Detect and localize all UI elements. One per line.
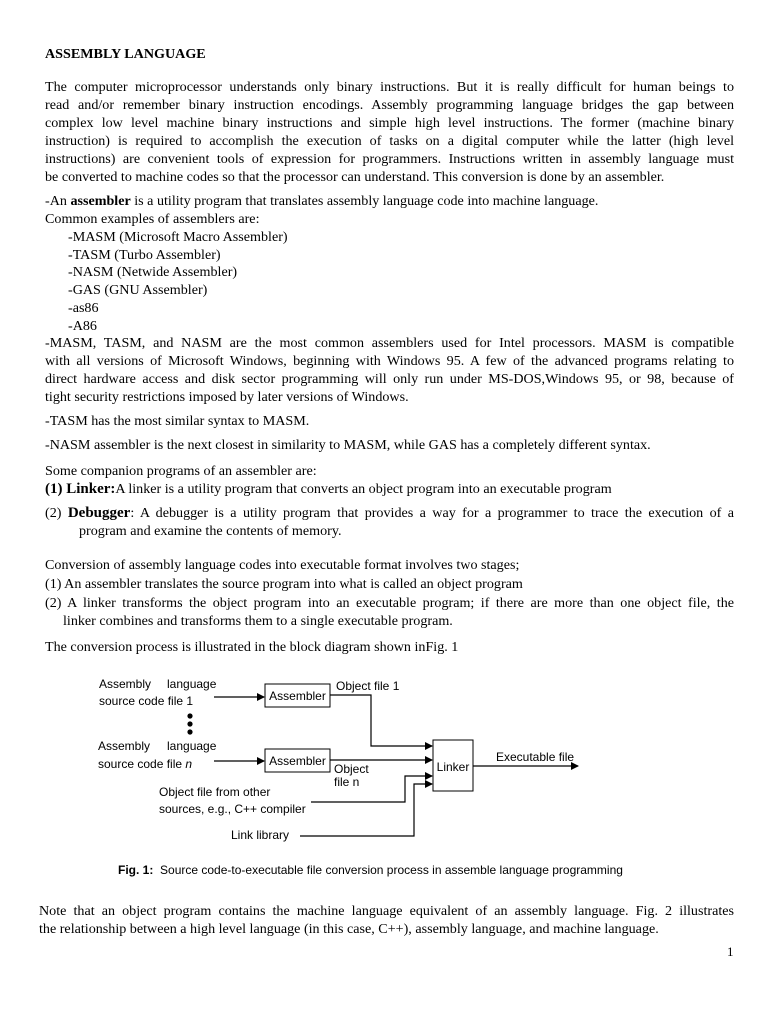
page-number: 1: [727, 944, 734, 959]
note-line-1: Note that an object program contains the machine language equivalent of an assembly language. Fig. 2 illustrates: [39, 903, 734, 919]
debugger-label: Debugger: [67, 505, 131, 521]
linker-label: (1) Linker:: [45, 481, 116, 497]
intro-line-2: read and/or remember binary instruction encodings. Assembly programming language bridges the gap between: [45, 97, 734, 113]
intro-line-6: be converted to machine codes so that the processor can understand. This conversion is done by an assembler.: [45, 169, 665, 185]
arrow-link-library-to-linker: [300, 784, 432, 836]
source-file-n-prefix: source code file: [98, 757, 186, 771]
assembler-list-item: -A86: [68, 318, 97, 334]
assembler-def-rest: is a utility program that translates assembly language code into machine language.: [130, 193, 599, 209]
source-file-n-label-b: language: [167, 739, 217, 753]
page-title: ASSEMBLY LANGUAGE: [45, 46, 206, 62]
ellipsis-dot: [187, 729, 192, 734]
assembler-list-item: -NASM (Netwide Assembler): [68, 264, 238, 280]
examples-heading: Common examples of assemblers are:: [45, 211, 260, 227]
assembler-list-item: -MASM (Microsoft Macro Assembler): [68, 229, 288, 245]
companion-heading: Some companion programs of an assembler are:: [45, 463, 317, 479]
source-file-1-label-c: source code file 1: [99, 694, 194, 708]
nasm-note: -NASM assembler is the next closest in similarity to MASM, while GAS has a completely different syntax.: [45, 437, 651, 453]
stage-2-line-2: linker combines and transforms them to a single executable program.: [63, 613, 453, 629]
assembler-def-prefix: -An: [45, 193, 71, 209]
ellipsis-dot: [187, 721, 192, 726]
ellipsis-dot: [187, 713, 192, 718]
linker-text: A linker is a utility program that converts an object program into an executable program: [115, 481, 612, 497]
arrow-object-file-1-to-linker: [330, 695, 432, 746]
assembler-box-n-label: Assembler: [269, 754, 326, 768]
note-line-2: the relationship between a high level language (in this case, C++), assembly language, and machine language.: [39, 921, 659, 937]
conversion-heading: Conversion of assembly language codes into executable format involves two stages;: [45, 557, 520, 573]
stage-1: (1) An assembler translates the source program into what is called an object program: [45, 576, 523, 592]
intro-line-3: complex low level machine binary instructions and simple high level instructions. The former (machine binary: [45, 115, 734, 131]
intro-line-4: instruction) is required to accomplish the execution of tasks on a digital computer while the latter (high level: [45, 133, 734, 149]
tasm-note: -TASM has the most similar syntax to MASM.: [45, 413, 310, 429]
source-file-1-label-b: language: [167, 677, 217, 691]
intro-line-1: The computer microprocessor understands only binary instructions. But it is really difficult for human beings to: [45, 79, 734, 95]
executable-file-label: Executable file: [496, 750, 575, 764]
assembler-list-item: -TASM (Turbo Assembler): [68, 247, 221, 263]
source-file-1-label-a: Assembly: [99, 677, 152, 691]
figure-caption-label: Fig. 1:: [118, 863, 154, 877]
debugger-continuation: program and examine the contents of memory.: [79, 523, 342, 539]
diagram-intro: The conversion process is illustrated in the block diagram shown inFig. 1: [45, 639, 459, 655]
intro-line-5: instructions) are convenient tools of expression for programmers. Instructions written in assembly language must: [45, 151, 734, 167]
source-file-n-label-c: [98, 757, 192, 771]
assembler-term: assembler: [70, 193, 131, 209]
debugger-text: : A debugger is a utility program that provides a way for a programmer to trace the execution of a: [130, 505, 734, 521]
masm-line-4: tight security restrictions imposed by later versions of Windows.: [45, 389, 409, 405]
object-file-n-label-b: file n: [334, 775, 360, 789]
figure-caption: [118, 863, 623, 877]
linker-box-label: Linker: [436, 760, 470, 774]
source-file-n-label-a: Assembly: [98, 739, 151, 753]
assembler-list-item: -as86: [68, 300, 99, 316]
assembler-box-1-label: Assembler: [269, 689, 326, 703]
link-library-label: Link library: [231, 828, 290, 842]
assembler-list-item: -GAS (GNU Assembler): [68, 282, 208, 298]
debugger-num: (2): [45, 505, 68, 521]
masm-line-2: with all versions of Microsoft Windows, beginning with Windows 95. A few of the advanced programs relating to: [45, 353, 734, 369]
other-sources-label-a: Object file from other: [159, 785, 271, 799]
figure-caption-text: Source code-to-executable file conversion process in assemble language programming: [160, 863, 623, 877]
masm-line-3: direct hardware access and disk sector programming will only run under MS-DOS,Windows 95, or 98, because of: [45, 371, 734, 387]
object-file-1-label: Object file 1: [336, 679, 400, 693]
stage-2-line-1: (2) A linker transforms the object program into an executable program; if there are more than one object file, the: [45, 595, 734, 611]
source-file-n-italic: n: [185, 757, 193, 771]
masm-line-1: -MASM, TASM, and NASM are the most common assemblers used for Intel processors. MASM is compatible: [45, 335, 734, 351]
other-sources-label-b: sources, e.g., C++ compiler: [159, 802, 306, 816]
object-file-n-label-a: Object: [334, 762, 369, 776]
